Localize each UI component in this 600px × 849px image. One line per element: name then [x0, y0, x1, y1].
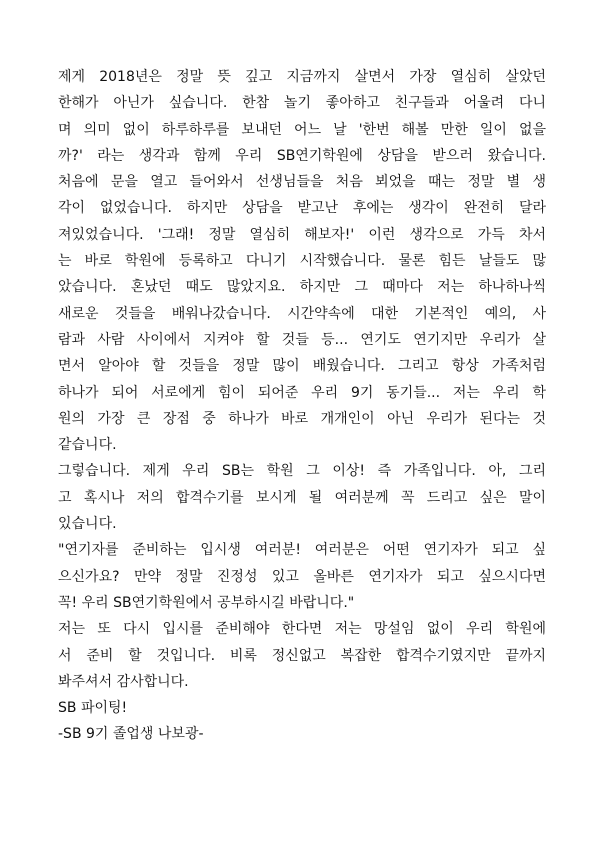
text-line: 서 준비 할 것입니다. 비록 정신없고 복잡한 합격수기였지만 끝까지 [58, 647, 546, 664]
text-line: 제게 2018년은 정말 뜻 깊고 지금까지 살면서 가장 열심히 살았던 [58, 69, 546, 85]
text-line: 각이 없었습니다. 하지만 상담을 받고난 후에는 생각이 완전히 달라 [58, 200, 546, 217]
text-line: 하나가 되어 서로에게 힘이 되어준 우리 9기 동기들... 저는 우리 학 [58, 384, 546, 401]
text-line: 처음에 문을 열고 들어와서 선생님들을 처음 뵈었을 때는 정말 별 생 [58, 174, 546, 191]
letter-body [58, 64, 546, 748]
text-line: 람과 사람 사이에서 지켜야 할 것들 등... 연기도 연기지만 우리가 살 [58, 331, 546, 348]
text-line: 으신가요? 만약 정말 진정성 있고 올바른 연기자가 되고 싶으시다면 [58, 568, 546, 585]
text-line: 져있었습니다. '그래! 정말 열심히 해보자!' 이런 생각으로 가득 차서 [58, 226, 546, 243]
text-line: 봐주셔서 감사합니다. [58, 673, 189, 690]
text-line: 있습니다. [58, 516, 117, 533]
signature-line: -SB 9기 졸업생 나보광- [58, 726, 204, 743]
text-line: 한해가 아닌가 싶습니다. 한참 놀기 좋아하고 친구들과 어울려 다니 [58, 95, 546, 112]
text-line: 는 바로 학원에 등록하고 다니기 시작했습니다. 물론 힘든 날들도 많 [58, 253, 546, 270]
text-line: 꼭! 우리 SB연기학원에서 공부하시길 바랍니다." [58, 594, 355, 611]
text-line: 저는 또 다시 입시를 준비해야 한다면 저는 망설임 없이 우리 학원에 [58, 621, 546, 638]
text-line: 그렇습니다. 제게 우리 SB는 학원 그 이상! 즉 가족입니다. 아, 그리 [58, 463, 546, 480]
text-line: 새로운 것들을 배워나갔습니다. 시간약속에 대한 기본적인 예의, 사 [58, 305, 546, 322]
closing-line: SB 파이팅! [58, 700, 128, 717]
text-line: 면서 알아야 할 것들을 정말 많이 배웠습니다. 그리고 항상 가족처럼 [58, 358, 546, 375]
text-line: 고 혹시나 저의 합격수기를 보시게 될 여러분께 꼭 드리고 싶은 말이 [58, 489, 546, 506]
text-line: 같습니다. [58, 437, 117, 454]
text-line: 원의 가장 큰 장점 중 하나가 바로 개개인이 아닌 우리가 된다는 것 [58, 410, 546, 427]
text-line: "연기자를 준비하는 입시생 여러분! 여러분은 어떤 연기자가 되고 싶 [58, 542, 546, 559]
text-line: 았습니다. 혼났던 때도 많았지요. 하지만 그 때마다 저는 하나하나씩 [58, 279, 546, 296]
text-line: 까?' 라는 생각과 함께 우리 SB연기학원에 상담을 받으러 왔습니다. [58, 147, 546, 164]
text-line: 며 의미 없이 하루하루를 보내던 어느 날 '한번 해볼 만한 일이 없을 [58, 121, 546, 138]
